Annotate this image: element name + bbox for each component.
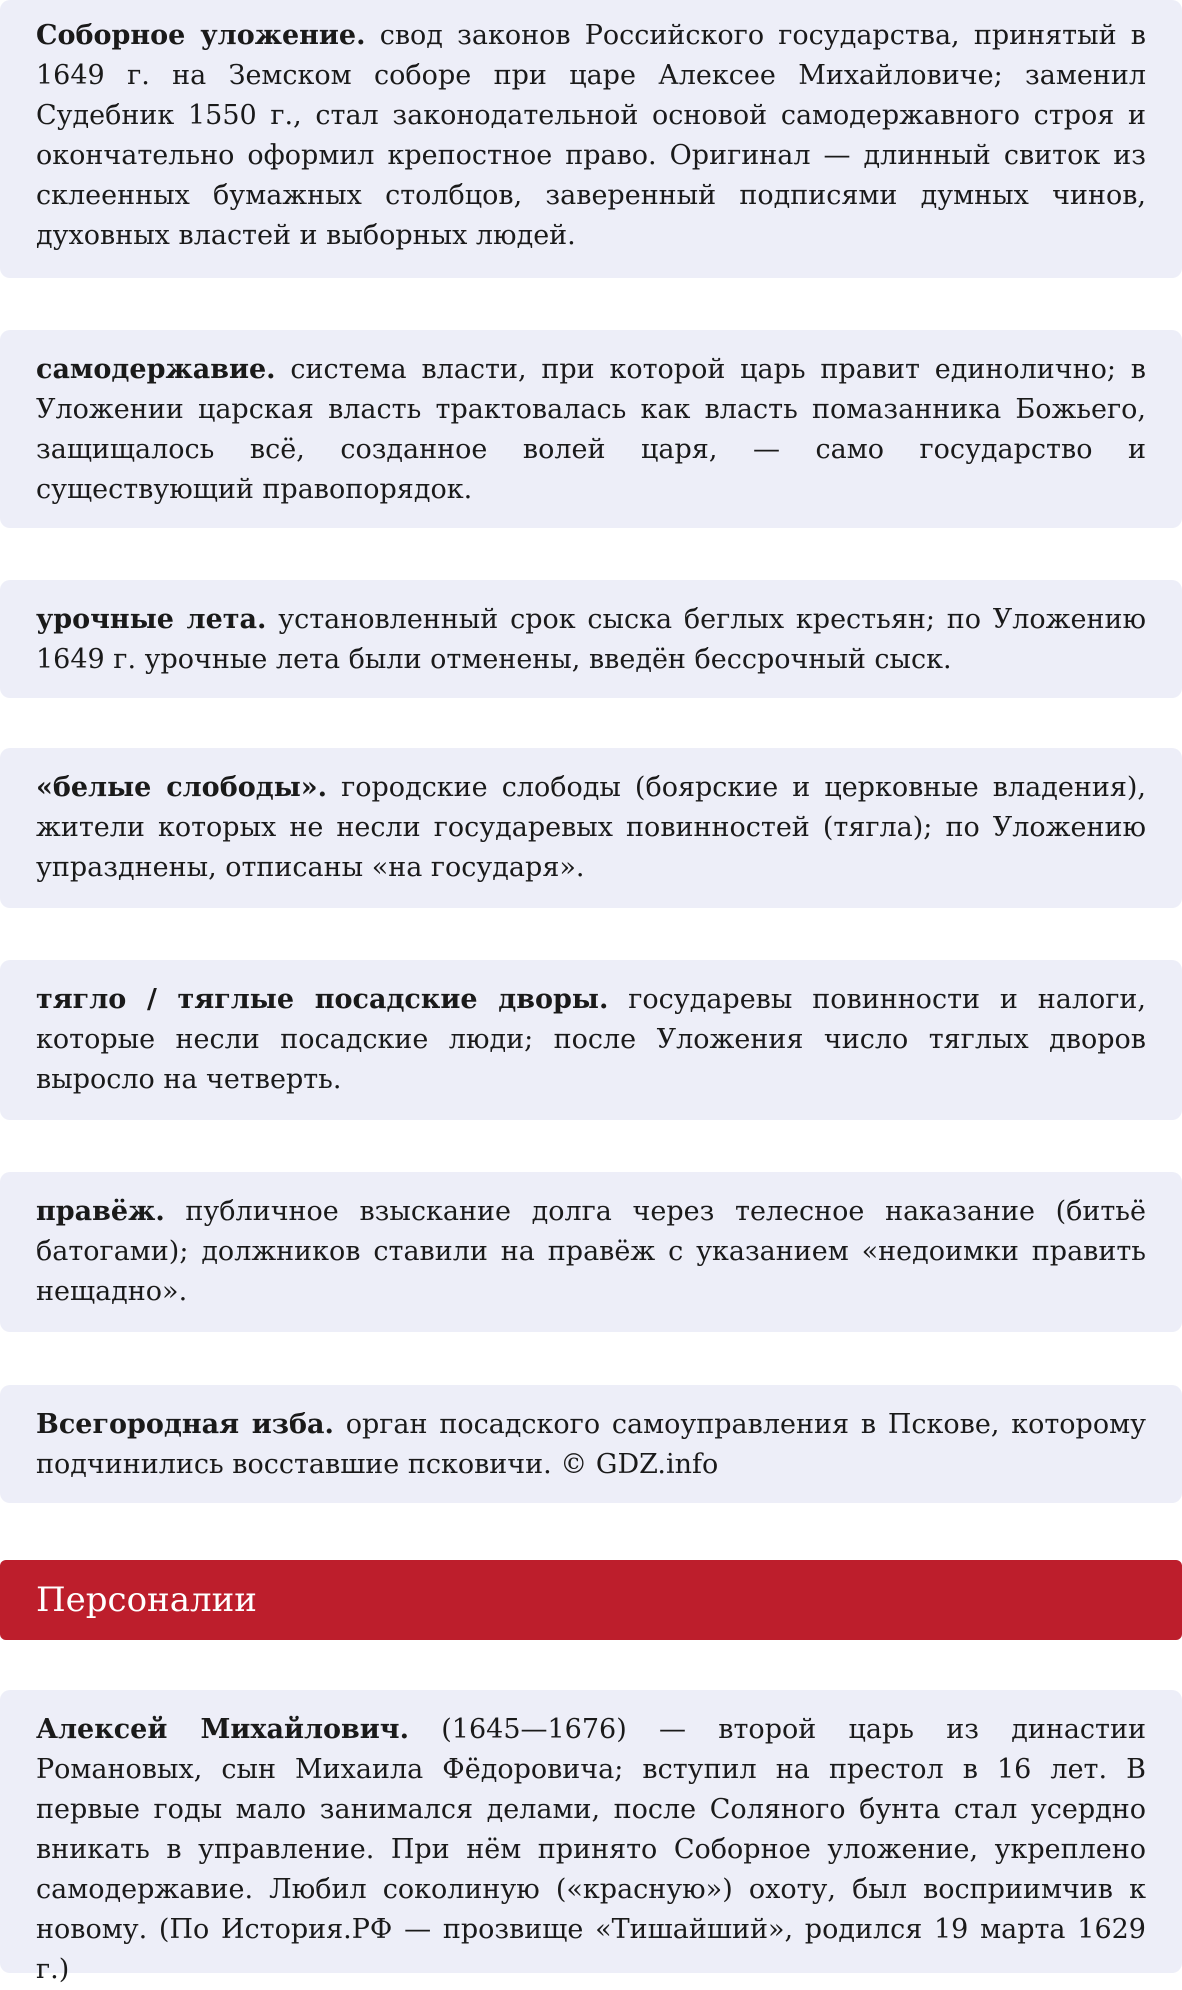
glossary-term: «белые слободы».	[36, 772, 328, 803]
glossary-term: тягло / тяглые посадские дворы.	[36, 984, 609, 1015]
glossary-definition: публичное взыскание долга через телесное наказание (битьё батогами); должников ставили на правёж с указанием «недоимки править нещадно».	[36, 1196, 1146, 1307]
glossary-entry-urochnye-leta	[0, 580, 1182, 698]
glossary-text	[36, 980, 1146, 1100]
glossary-entry-samoderzhavie	[0, 330, 1182, 528]
glossary-definition: государевы повинности и налоги, которые несли посадские люди; после Уложения число тяглых дворов выросло на четверть.	[36, 984, 1146, 1095]
personalia-name: Алексей Михайлович.	[36, 1714, 409, 1745]
glossary-text	[36, 768, 1146, 888]
glossary-text	[36, 600, 1146, 680]
section-header-personalia	[0, 1560, 1182, 1640]
personalia-text	[36, 1710, 1146, 1990]
glossary-term: Соборное уложение.	[36, 20, 366, 51]
glossary-entry-tyaglo	[0, 960, 1182, 1120]
glossary-definition: орган посадского самоуправления в Пскове, которому подчинились восставшие псковичи. © GDZ.info	[36, 1409, 1146, 1480]
glossary-entry-sobornoe-ulozhenie	[0, 0, 1182, 278]
section-title: Персоналии	[36, 1580, 257, 1620]
glossary-entry-pravyozh	[0, 1172, 1182, 1332]
glossary-text	[36, 1192, 1146, 1312]
glossary-entry-vsegorodnaya-izba	[0, 1385, 1182, 1503]
personalia-description: (1645—1676) — второй царь из династии Романовых, сын Михаила Фёдоровича; вступил на престол в 16 лет. В первые годы мало занимался делами, после Соляного бунта стал усердно вникать в управление. При нём принято Соборное уложение, укреплено самодержавие. Любил соколиную («красную») охоту, был восприимчив к новому. (По История.РФ — прозвище «Тишайший», родился 19 марта 1629 г.)	[36, 1714, 1146, 1985]
glossary-term: правёж.	[36, 1196, 165, 1227]
personalia-entry-aleksey-mikhaylovich	[0, 1690, 1182, 1985]
glossary-term: самодержавие.	[36, 354, 276, 385]
glossary-definition: система власти, при которой царь правит единолично; в Уложении царская власть трактовалась как власть помазанника Божьего, защищалось всё, созданное волей царя, — само государство и существующий правопорядок.	[36, 354, 1146, 505]
glossary-text	[36, 1405, 1146, 1485]
glossary-definition: свод законов Российского государства, принятый в 1649 г. на Земском соборе при царе Алексее Михайловиче; заменил Судебник 1550 г., стал законодательной основой самодержавного строя и окончательно оформил крепостное право. Оригинал — длинный свиток из склеенных бумажных столбцов, заверенный подписями думных чинов, духовных властей и выборных людей.	[36, 20, 1146, 251]
glossary-entry-belye-slobody	[0, 748, 1182, 908]
glossary-term: урочные лета.	[36, 604, 267, 635]
glossary-definition: городские слободы (боярские и церковные владения), жители которых не несли государевых повинностей (тягла); по Уложению упразднены, отписаны «на государя».	[36, 772, 1146, 883]
glossary-term: Всегородная изба.	[36, 1409, 334, 1440]
glossary-definition: установленный срок сыска беглых крестьян; по Уложению 1649 г. урочные лета были отменены, введён бессрочный сыск.	[36, 604, 1146, 675]
glossary-text	[36, 16, 1146, 256]
glossary-text	[36, 350, 1146, 510]
